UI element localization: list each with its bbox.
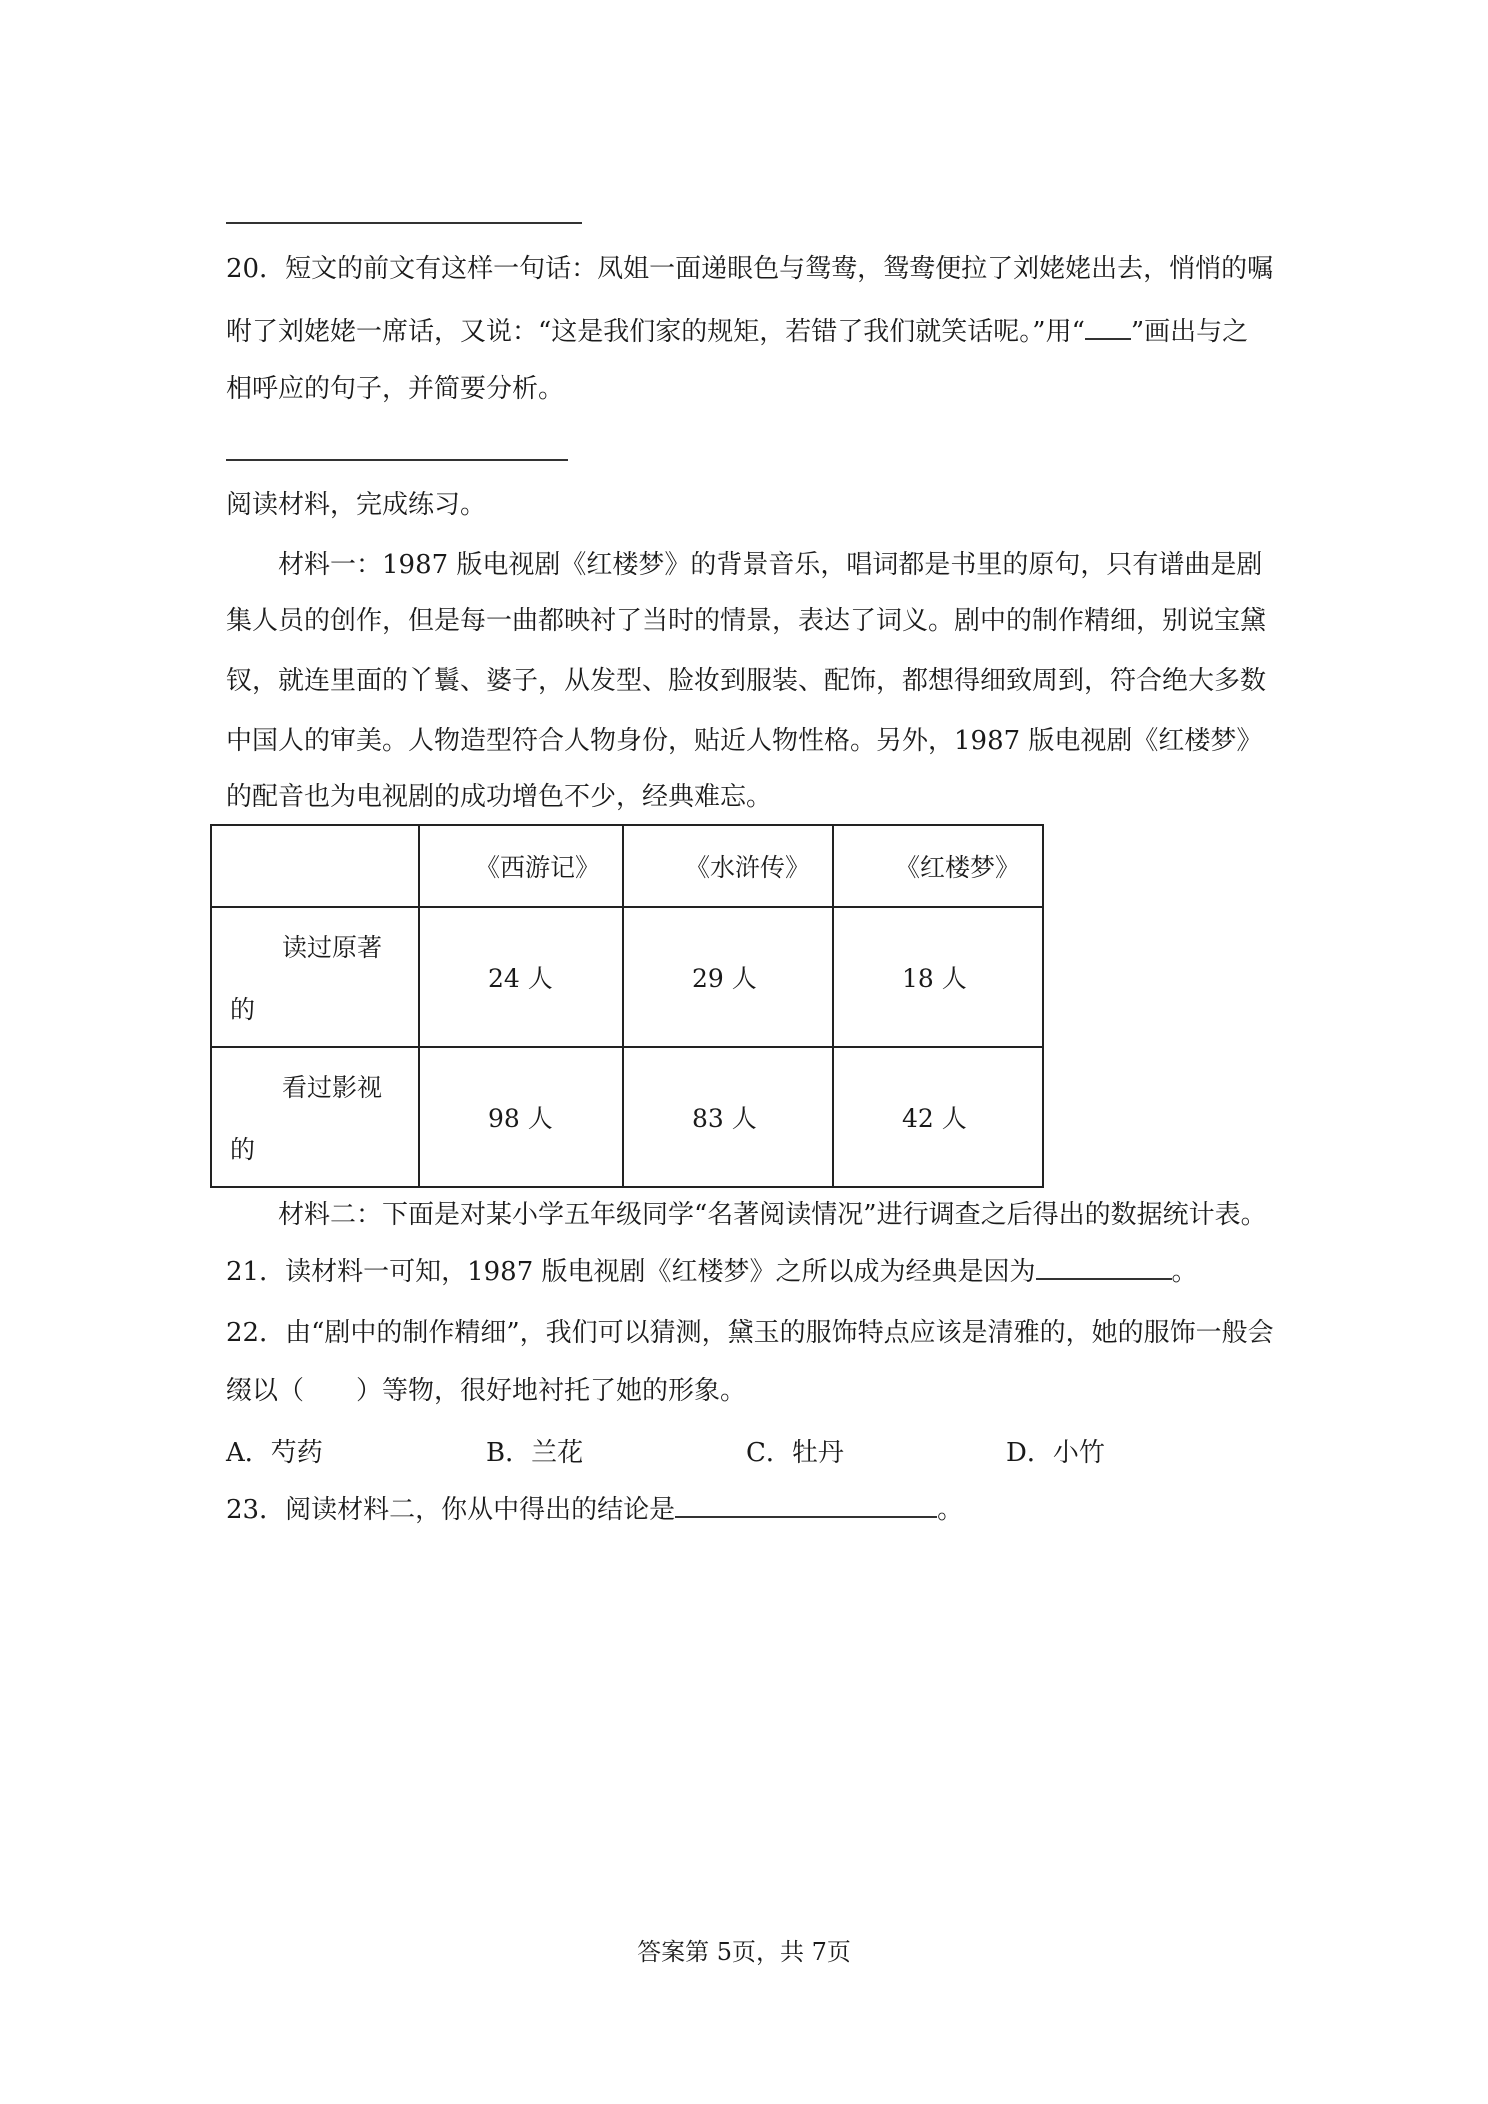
row-label-watched-tv (211, 1047, 419, 1187)
table-header-xiyouji: 《西游记》 (419, 825, 623, 907)
table-cell: 18 人 (833, 907, 1043, 1047)
material-1-line-2: 集人员的创作，但是每一曲都映衬了当时的情景，表达了词义。剧中的制作精细，别说宝黛 (226, 606, 1267, 636)
reading-intro: 阅读材料，完成练习。 (226, 490, 487, 520)
page-footer: 答案第 5页，共 7页 (637, 1938, 851, 1966)
q23-text: 23．阅读材料二，你从中得出的结论是 (226, 1495, 676, 1525)
table-cell: 29 人 (623, 907, 833, 1047)
answer-blank-21[interactable] (1036, 1252, 1172, 1280)
table-header-row (211, 825, 1043, 907)
choice-a[interactable]: A．芍药 (226, 1438, 323, 1468)
row-label-text-tail: 的 (230, 995, 256, 1024)
material-1-line-4: 中国人的审美。人物造型符合人物身份，贴近人物性格。另外，1987 版电视剧《红楼梦》 (226, 726, 1263, 756)
answer-line-19 (226, 222, 582, 224)
table-header-hongloumeng: 《红楼梦》 (833, 825, 1043, 907)
choice-d[interactable]: D．小竹 (1006, 1438, 1105, 1468)
q21-text: 21．读材料一可知，1987 版电视剧《红楼梦》之所以成为经典是因为 (226, 1257, 1036, 1287)
table-header-corner (211, 825, 419, 907)
q20-line-3: 相呼应的句子，并简要分析。 (226, 374, 565, 404)
q21-end: 。 (1171, 1257, 1198, 1287)
table-row (211, 1047, 1043, 1187)
table-cell: 83 人 (623, 1047, 833, 1187)
row-label-read-original (211, 907, 419, 1047)
answer-line-20[interactable] (226, 459, 568, 461)
material-2: 材料二：下面是对某小学五年级同学“名著阅读情况”进行调查之后得出的数据统计表。 (278, 1200, 1267, 1230)
reading-stats-table (210, 824, 1044, 1188)
row-label-text: 看过影视 (282, 1073, 383, 1102)
q22-line-2: 缀以（ ）等物，很好地衬托了她的形象。 (226, 1376, 747, 1406)
row-label-text: 读过原著 (282, 933, 383, 962)
table-cell: 42 人 (833, 1047, 1043, 1187)
table-header-shuihuzhuan: 《水浒传》 (623, 825, 833, 907)
q20-line-1: 20．短文的前文有这样一句话：凤姐一面递眼色与鸳鸯，鸳鸯便拉了刘姥姥出去，悄悄的嘱 (226, 254, 1274, 284)
table-cell: 24 人 (419, 907, 623, 1047)
material-1-line-5: 的配音也为电视剧的成功增色不少，经典难忘。 (226, 782, 773, 812)
table-cell: 98 人 (419, 1047, 623, 1187)
q23-end: 。 (937, 1495, 964, 1525)
q22-line-1: 22．由“剧中的制作精细”，我们可以猜测，黛玉的服饰特点应该是清雅的，她的服饰一般会 (226, 1318, 1274, 1348)
table-row (211, 907, 1043, 1047)
choice-c[interactable]: C．牡丹 (746, 1438, 844, 1468)
choice-b[interactable]: B．兰花 (486, 1438, 584, 1468)
q21 (226, 1252, 1198, 1289)
q20-line-2 (226, 312, 1248, 349)
row-label-text-tail: 的 (230, 1135, 256, 1164)
q20-line-2a: 咐了刘姥姥一席话，又说：“这是我们家的规矩，若错了我们就笑话呢。”用“ (226, 317, 1085, 347)
underline-sample (1085, 312, 1131, 340)
q23 (226, 1490, 963, 1527)
q20-line-2b: ”画出与之 (1130, 317, 1249, 347)
answer-blank-23[interactable] (675, 1490, 937, 1518)
material-1-line-1: 材料一：1987 版电视剧《红楼梦》的背景音乐，唱词都是书里的原句，只有谱曲是剧 (278, 550, 1263, 580)
material-1-line-3: 钗，就连里面的丫鬟、婆子，从发型、脸妆到服装、配饰，都想得细致周到，符合绝大多数 (226, 666, 1267, 696)
